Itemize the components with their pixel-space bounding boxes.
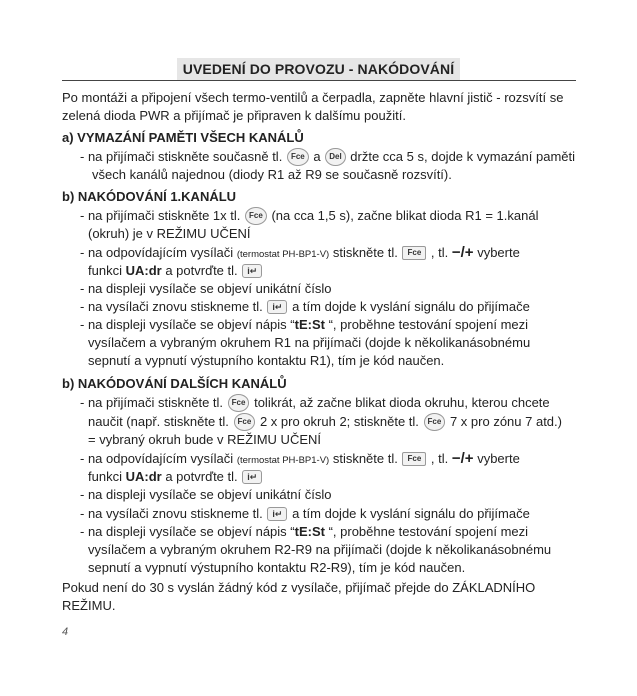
text: tolikrát, až začne blikat dioda okruhu, kterou chcete <box>254 395 550 410</box>
text: , tl. <box>430 245 449 260</box>
text: - na přijímači stiskněte 1x tl. <box>80 208 241 223</box>
text: a tím dojde k vyslání signálu do přijímače <box>292 299 530 314</box>
section-b2-line-7 <box>80 505 530 523</box>
page-number: 4 <box>62 626 69 638</box>
text: stiskněte tl. <box>332 451 398 466</box>
text: a tím dojde k vyslání signálu do přijímače <box>292 506 530 521</box>
enter-key-icon: i↵ <box>267 507 287 521</box>
section-a-heading: a) VYMAZÁNÍ PAMĚTI VŠECH KANÁLŮ <box>62 130 304 145</box>
section-b1-line-8: vysílačem a vybraným okruhem R1 na přijímači (dojde k několikanásobnému <box>88 335 531 350</box>
text: - na vysílači znovu stiskneme tl. <box>80 299 263 314</box>
minus-plus-icon: −/+ <box>451 243 474 261</box>
test-code: tE:St <box>294 317 325 332</box>
section-b1-line-6 <box>80 298 530 316</box>
test-code: tE:St <box>294 524 325 539</box>
text: - na vysílači znovu stiskneme tl. <box>80 506 263 521</box>
section-b2-line-1 <box>80 394 550 413</box>
text: - na displeji vysílače se objeví nápis “ <box>80 317 295 332</box>
text: naučit (např. stiskněte tl. <box>88 414 229 429</box>
text: “, proběhne testování spojení mezi <box>328 524 529 539</box>
text: funkci <box>88 469 122 484</box>
text: - na přijímači stiskněte tl. <box>80 395 224 410</box>
del-key: Del <box>325 148 345 166</box>
fce-key: Fce <box>424 413 446 431</box>
section-b2-line-10: sepnutí a vypnutí výstupního kontaktu R2-R9), tím je kód naučen. <box>88 560 466 575</box>
text: stiskněte tl. <box>332 245 398 260</box>
section-b2-line-3: = vybraný okruh bude v REŽIMU UČENÍ <box>88 432 321 447</box>
text: vyberte <box>477 451 520 466</box>
fce-key: Fce <box>287 148 309 166</box>
section-b2-line-6: - na displeji vysílače se objeví unikátní číslo <box>80 487 332 502</box>
heading-wrap <box>0 58 637 80</box>
function-code: UA:dr <box>125 263 162 278</box>
section-b1-line-4 <box>88 262 263 280</box>
text: , tl. <box>430 451 449 466</box>
section-b2-line-4 <box>80 450 520 470</box>
text: 2 x pro okruh 2; stiskněte tl. <box>259 414 419 429</box>
fce-key: Fce <box>402 452 426 466</box>
text: - na přijímači stiskněte současně tl. <box>80 149 283 164</box>
page-title: UVEDENÍ DO PROVOZU - NAKÓDOVÁNÍ <box>177 58 460 80</box>
minus-plus-icon: −/+ <box>451 449 474 467</box>
text: vyberte <box>477 245 520 260</box>
section-b2-line-8 <box>80 523 528 541</box>
intro-line-1: Po montáži a připojení všech termo-ventilů a čerpadla, zapněte hlavní jistič - rozsvítí se <box>62 90 564 105</box>
text: “, proběhne testování spojení mezi <box>328 317 529 332</box>
title-rule <box>62 80 576 81</box>
section-b2-line-9: vysílačem a vybraným okruhem R2-R9 na přijímači (dojde k několikanásobnému <box>88 542 552 557</box>
text: 7 x pro zónu 7 atd.) <box>449 414 562 429</box>
section-b2-heading: b) NAKÓDOVÁNÍ DALŠÍCH KANÁLŮ <box>62 376 287 391</box>
text: a potvrďte tl. <box>165 469 238 484</box>
fce-key: Fce <box>402 246 426 260</box>
text: funkci <box>88 263 122 278</box>
text: - na displeji vysílače se objeví nápis “ <box>80 524 295 539</box>
section-b1-line-1 <box>80 207 538 226</box>
section-b2-line-5 <box>88 468 263 486</box>
section-a-line-2: všech kanálů najednou (diody R1 až R9 se současně rozsvítí). <box>92 167 452 182</box>
text: - na odpovídajícím vysílači <box>80 245 234 260</box>
section-b1-line-9: sepnutí a vypnutí výstupního kontaktu R1), tím je kód naučen. <box>88 353 445 368</box>
enter-key-icon: i↵ <box>242 470 262 484</box>
text: a <box>313 149 321 164</box>
text: - na odpovídajícím vysílači <box>80 451 234 466</box>
text: držte cca 5 s, dojde k vymazání paměti <box>350 149 576 164</box>
section-b1-heading: b) NAKÓDOVÁNÍ 1.KANÁLU <box>62 189 237 204</box>
section-b1-line-5: - na displeji vysílače se objeví unikátní číslo <box>80 281 332 296</box>
text: (na cca 1,5 s), začne blikat dioda R1 = 1.kanál <box>271 208 539 223</box>
text: a potvrďte tl. <box>165 263 238 278</box>
section-b1-line-3 <box>80 244 520 264</box>
fce-key: Fce <box>234 413 256 431</box>
section-b1-line-2: (okruh) je v REŽIMU UČENÍ <box>88 226 251 241</box>
outro-line-2: REŽIMU. <box>62 598 116 613</box>
section-a-line-1 <box>80 148 575 167</box>
enter-key-icon: i↵ <box>267 300 287 314</box>
enter-key-icon: i↵ <box>242 264 262 278</box>
fce-key: Fce <box>228 394 250 412</box>
thermostat-model: (termostat PH-BP1-V) <box>236 455 330 466</box>
thermostat-model: (termostat PH-BP1-V) <box>236 249 330 260</box>
section-b1-line-7 <box>80 316 528 334</box>
fce-key: Fce <box>245 207 267 225</box>
outro-line-1: Pokud není do 30 s vyslán žádný kód z vysílače, přijímač přejde do ZÁKLADNÍHO <box>62 580 536 595</box>
intro-line-2: zelená dioda PWR a přijímač je připraven k dalšímu použití. <box>62 108 406 123</box>
section-b2-line-2 <box>88 413 562 432</box>
function-code: UA:dr <box>125 469 162 484</box>
